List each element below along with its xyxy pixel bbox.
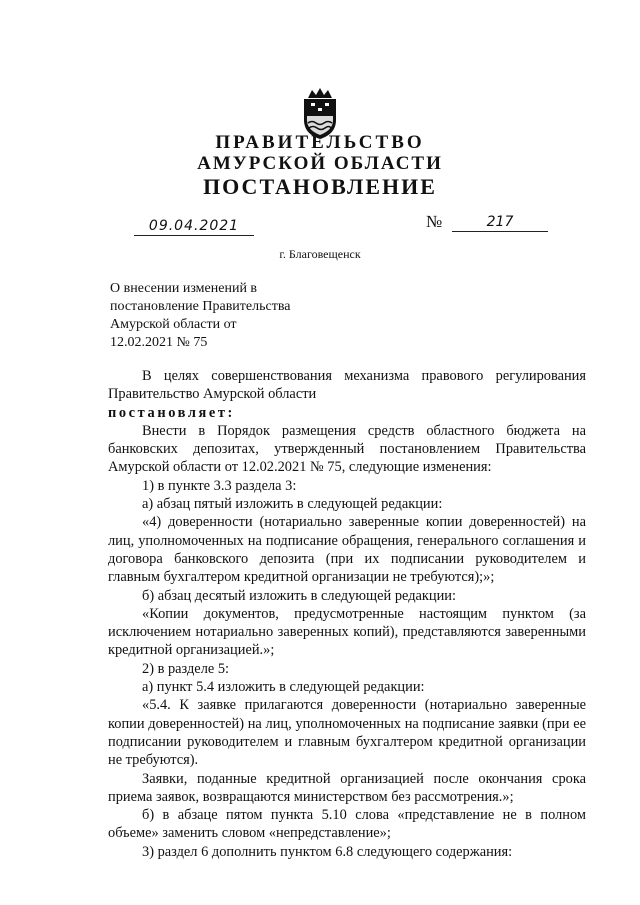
subject-line: Амурской области от [110, 317, 237, 332]
paragraph: «5.4. К заявке прилагаются доверенности (нотариально заверенные копии доверенностей) на лиц, уполномоченных на подписание заявки (при ее подписании руководителем и главным бухгалтером кредитной организации не требуются). [108, 697, 586, 769]
paragraph: Внести в Порядок размещения средств областного бюджета на банковских депозитах, утвержденный постановлением Правительства Амурской области от 12.02.2021 № 75, следующие изменения: [108, 422, 586, 476]
document-body [108, 367, 586, 861]
subject-line: постановление Правительства [110, 299, 291, 314]
paragraph: а) абзац пятый изложить в следующей редакции: [142, 496, 443, 513]
subject-line: О внесении изменений в [110, 281, 258, 296]
decree-word-paragraph [108, 404, 586, 422]
government-title: ПРАВИТЕЛЬСТВО [215, 132, 425, 153]
paragraph: «4) доверенности (нотариально заверенные копии доверенностей) на лиц, уполномоченных на подписание обращения, генерального соглашения и договора банковского депозита (при их подписании руководителем и главным бухгалтером кредитной организации не требуются);»; [108, 514, 586, 586]
paragraph: В целях совершенствования механизма правового регулирования Правительство Амурской области [108, 368, 586, 403]
document-number: 217 [452, 214, 548, 232]
paragraph: б) в абзаце пятом пункта 5.10 слова «представление не в полном объеме» заменить словом «непредставление»; [108, 807, 586, 842]
paragraph: б) абзац десятый изложить в следующей редакции: [142, 587, 457, 604]
paragraph: а) пункт 5.4 изложить в следующей редакции: [142, 679, 425, 696]
region-title: АМУРСКОЙ ОБЛАСТИ [197, 153, 443, 174]
subject-block [110, 280, 290, 352]
number-label: № [426, 212, 443, 231]
document-type-title: ПОСТАНОВЛЕНИЕ [203, 174, 437, 199]
decree-word: постановляет: [108, 404, 235, 421]
paragraph: 2) в разделе 5: [142, 660, 230, 677]
subject-line: 12.02.2021 № 75 [110, 335, 208, 350]
paragraph: «Копии документов, предусмотренные настоящим пунктом (за исключением нотариально заверенных копий), представляются заверенными кредитной организацией.»; [108, 605, 586, 659]
paragraph: 1) в пункте 3.3 раздела 3: [142, 477, 297, 494]
document-date: 09.04.2021 [134, 218, 254, 236]
paragraph: Заявки, поданные кредитной организацией после окончания срока приема заявок, возвращаются министерством без рассмотрения.»; [108, 770, 586, 805]
city: г. Благовещенск [279, 247, 361, 261]
paragraph: 3) раздел 6 дополнить пунктом 6.8 следующего содержания: [142, 843, 513, 860]
